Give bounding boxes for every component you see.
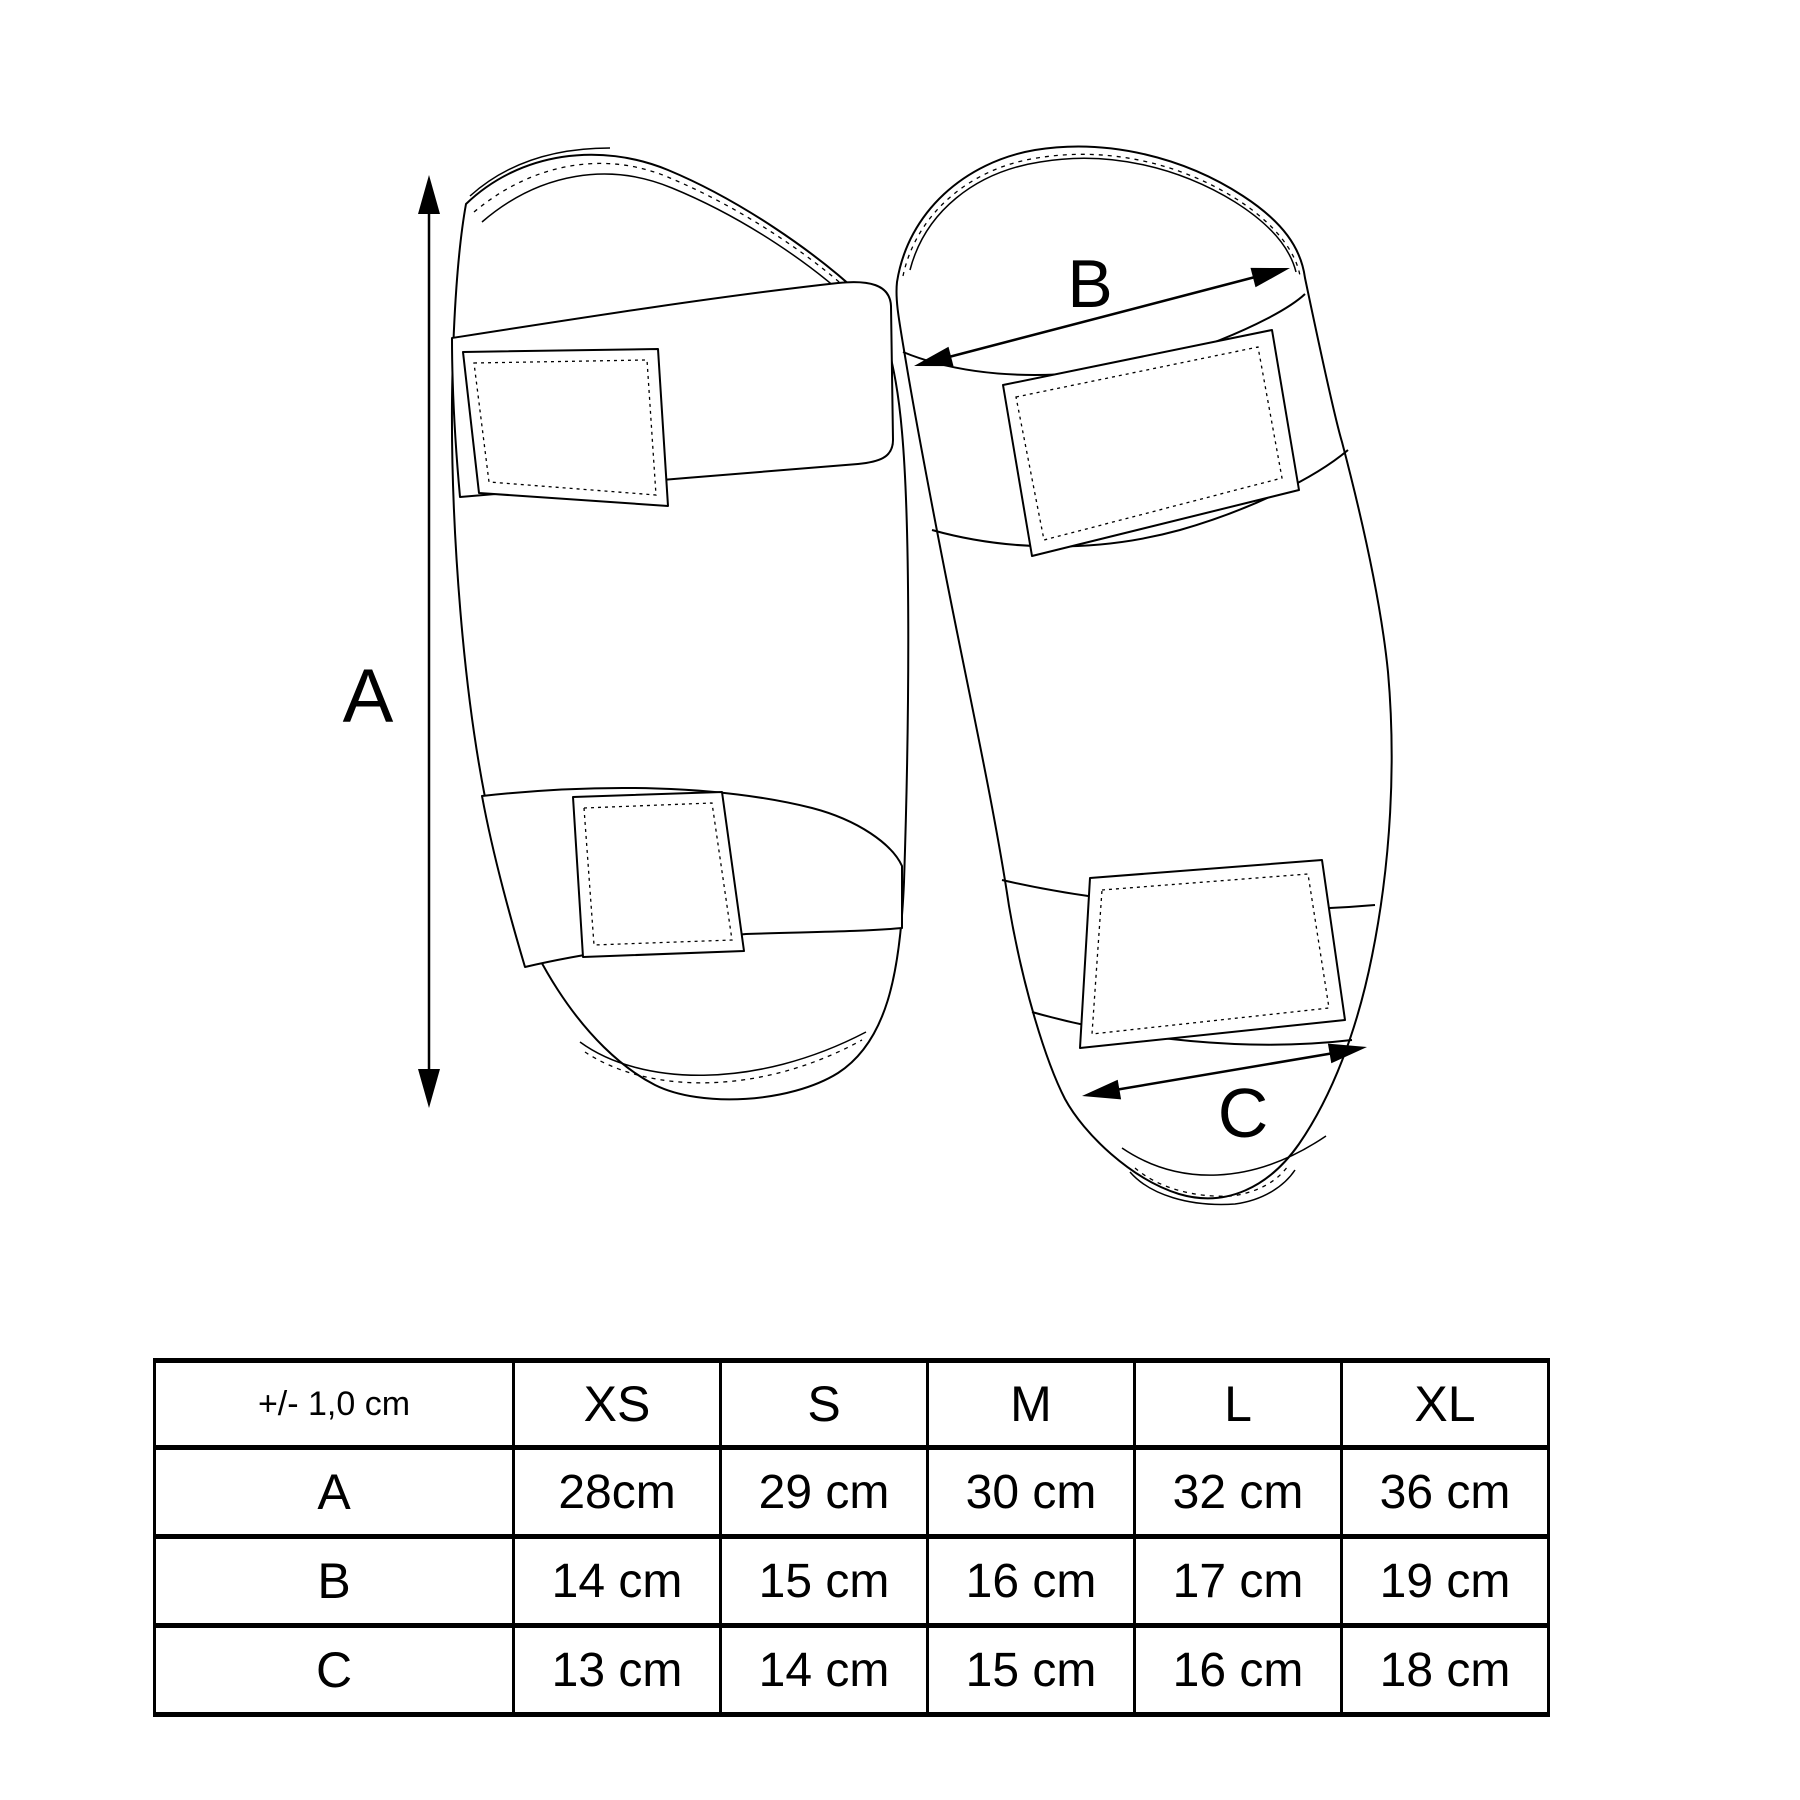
value-b-xs: 14 cm <box>514 1537 721 1626</box>
right-lower-velcro-patch <box>1080 860 1345 1048</box>
row-label-b: B <box>155 1537 514 1626</box>
dimension-label-c: C <box>1217 1074 1269 1152</box>
size-header-s: S <box>721 1361 928 1448</box>
row-label-a: A <box>155 1448 514 1537</box>
value-c-xl: 18 cm <box>1342 1626 1549 1715</box>
value-a-l: 32 cm <box>1135 1448 1342 1537</box>
tolerance-note-cell: +/- 1,0 cm <box>155 1361 514 1448</box>
value-c-s: 14 cm <box>721 1626 928 1715</box>
table-row-c <box>155 1626 1549 1715</box>
size-table-header-row <box>155 1361 1549 1448</box>
size-header-xs: XS <box>514 1361 721 1448</box>
shin-guard-left-drawing <box>452 148 908 1099</box>
size-table <box>153 1358 1550 1717</box>
size-header-l: L <box>1135 1361 1342 1448</box>
row-label-c: C <box>155 1626 514 1715</box>
value-b-xl: 19 cm <box>1342 1537 1549 1626</box>
value-c-xs: 13 cm <box>514 1626 721 1715</box>
value-b-m: 16 cm <box>928 1537 1135 1626</box>
size-header-xl: XL <box>1342 1361 1549 1448</box>
value-a-s: 29 cm <box>721 1448 928 1537</box>
left-lower-velcro-patch <box>573 792 744 957</box>
value-a-xl: 36 cm <box>1342 1448 1549 1537</box>
value-c-l: 16 cm <box>1135 1626 1342 1715</box>
value-a-xs: 28cm <box>514 1448 721 1537</box>
value-b-l: 17 cm <box>1135 1537 1342 1626</box>
value-c-m: 15 cm <box>928 1626 1135 1715</box>
height-arrow <box>418 175 440 1108</box>
dimension-label-a: A <box>342 654 394 739</box>
value-b-s: 15 cm <box>721 1537 928 1626</box>
table-row-b <box>155 1537 1549 1626</box>
table-row-a <box>155 1448 1549 1537</box>
value-a-m: 30 cm <box>928 1448 1135 1537</box>
size-header-m: M <box>928 1361 1135 1448</box>
dimension-label-b: B <box>1067 246 1113 322</box>
